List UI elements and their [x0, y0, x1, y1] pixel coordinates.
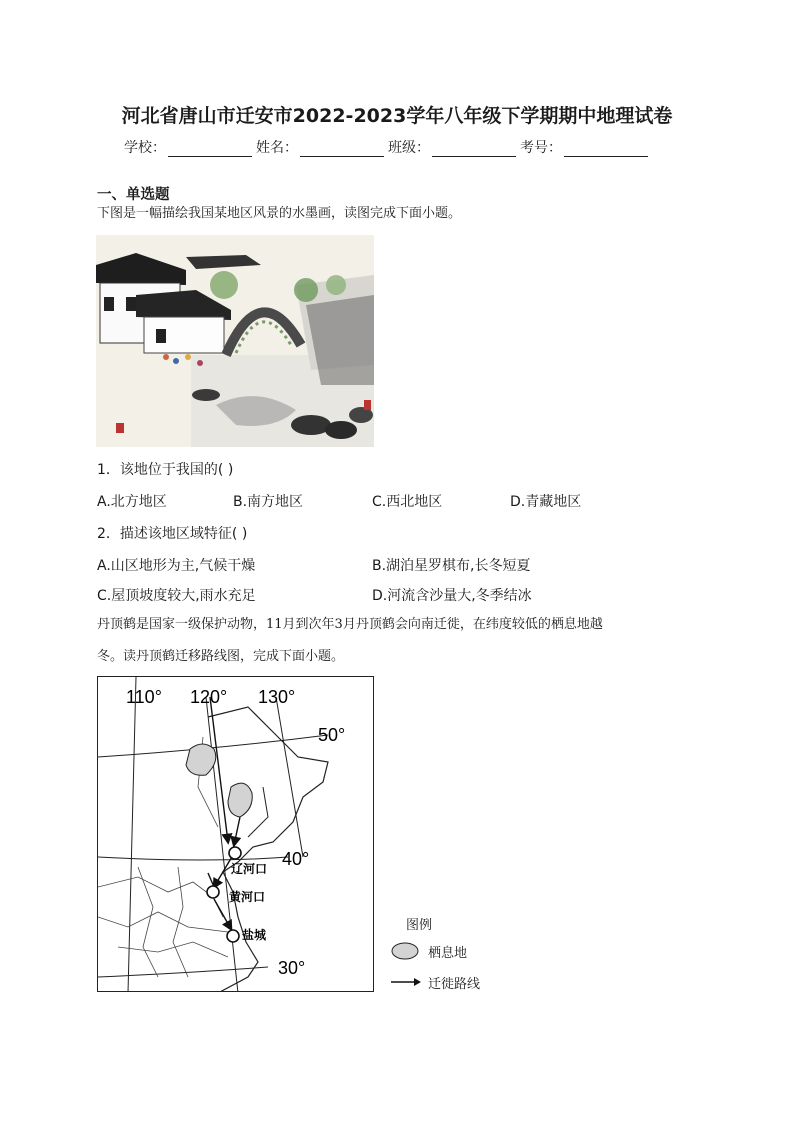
place-huanghekou: 黄河口	[229, 890, 266, 904]
crane-migration-map	[97, 676, 374, 992]
q1-option-b[interactable]: B.南方地区	[233, 494, 304, 510]
student-info-line	[124, 137, 684, 157]
q2-option-b[interactable]: B.湖泊星罗棋布,长冬短夏	[372, 558, 531, 574]
place-liaohekou: 辽河口	[231, 862, 268, 876]
legend-title: 图例	[406, 918, 433, 933]
lat-50: 50°	[318, 725, 346, 745]
crane-text-line-1: 丹顶鹤是国家一级保护动物，11月到次年3月丹顶鹤会向南迁徙，在纬度较低的栖息地越	[97, 617, 603, 632]
class-label: 班级：	[388, 140, 430, 156]
ink-painting-image	[96, 235, 374, 447]
q1-option-c[interactable]: C.西北地区	[372, 494, 443, 510]
name-blank[interactable]	[300, 142, 384, 157]
ink-painting-drawing	[96, 235, 374, 447]
question-2-stem: 2．描述该地区域特征( )	[97, 526, 248, 542]
q1-option-a[interactable]: A.北方地区	[97, 494, 167, 510]
exam-no-label: 考号：	[520, 140, 562, 156]
lon-120: 120°	[190, 687, 228, 707]
lat-40: 40°	[282, 849, 310, 869]
q2-option-c[interactable]: C.屋顶坡度较大,雨水充足	[97, 588, 256, 604]
habitat-swatch-icon	[390, 941, 422, 961]
map-drawing	[98, 677, 374, 992]
legend-habitat-label: 栖息地	[428, 945, 468, 961]
school-label: 学校：	[124, 140, 166, 156]
class-blank[interactable]	[432, 142, 516, 157]
lon-130: 130°	[258, 687, 296, 707]
intro-text: 下图是一幅描绘我国某地区风景的水墨画，读图完成下面小题。	[97, 206, 462, 221]
exam-no-blank[interactable]	[564, 142, 648, 157]
q2-option-d[interactable]: D.河流含沙量大,冬季结冰	[372, 588, 532, 604]
crane-text-line-2: 冬。读丹顶鹤迁移路线图，完成下面小题。	[97, 649, 345, 664]
q2-option-a[interactable]: A.山区地形为主,气候干燥	[97, 558, 256, 574]
legend-route	[390, 972, 480, 992]
section-heading: 一、单选题	[97, 187, 170, 203]
place-yancheng: 盐城	[242, 928, 267, 942]
lon-110: 110°	[126, 687, 162, 707]
legend-habitat	[390, 941, 467, 961]
school-blank[interactable]	[168, 142, 252, 157]
page-title: 河北省唐山市迁安市2022-2023学年八年级下学期期中地理试卷	[121, 105, 673, 127]
route-arrow-icon	[390, 972, 422, 992]
lat-30: 30°	[278, 958, 306, 978]
q1-option-d[interactable]: D.青藏地区	[510, 494, 582, 510]
name-label: 姓名：	[256, 140, 298, 156]
question-1-stem: 1．该地位于我国的( )	[97, 462, 234, 478]
legend-route-label: 迁徙路线	[428, 976, 481, 992]
